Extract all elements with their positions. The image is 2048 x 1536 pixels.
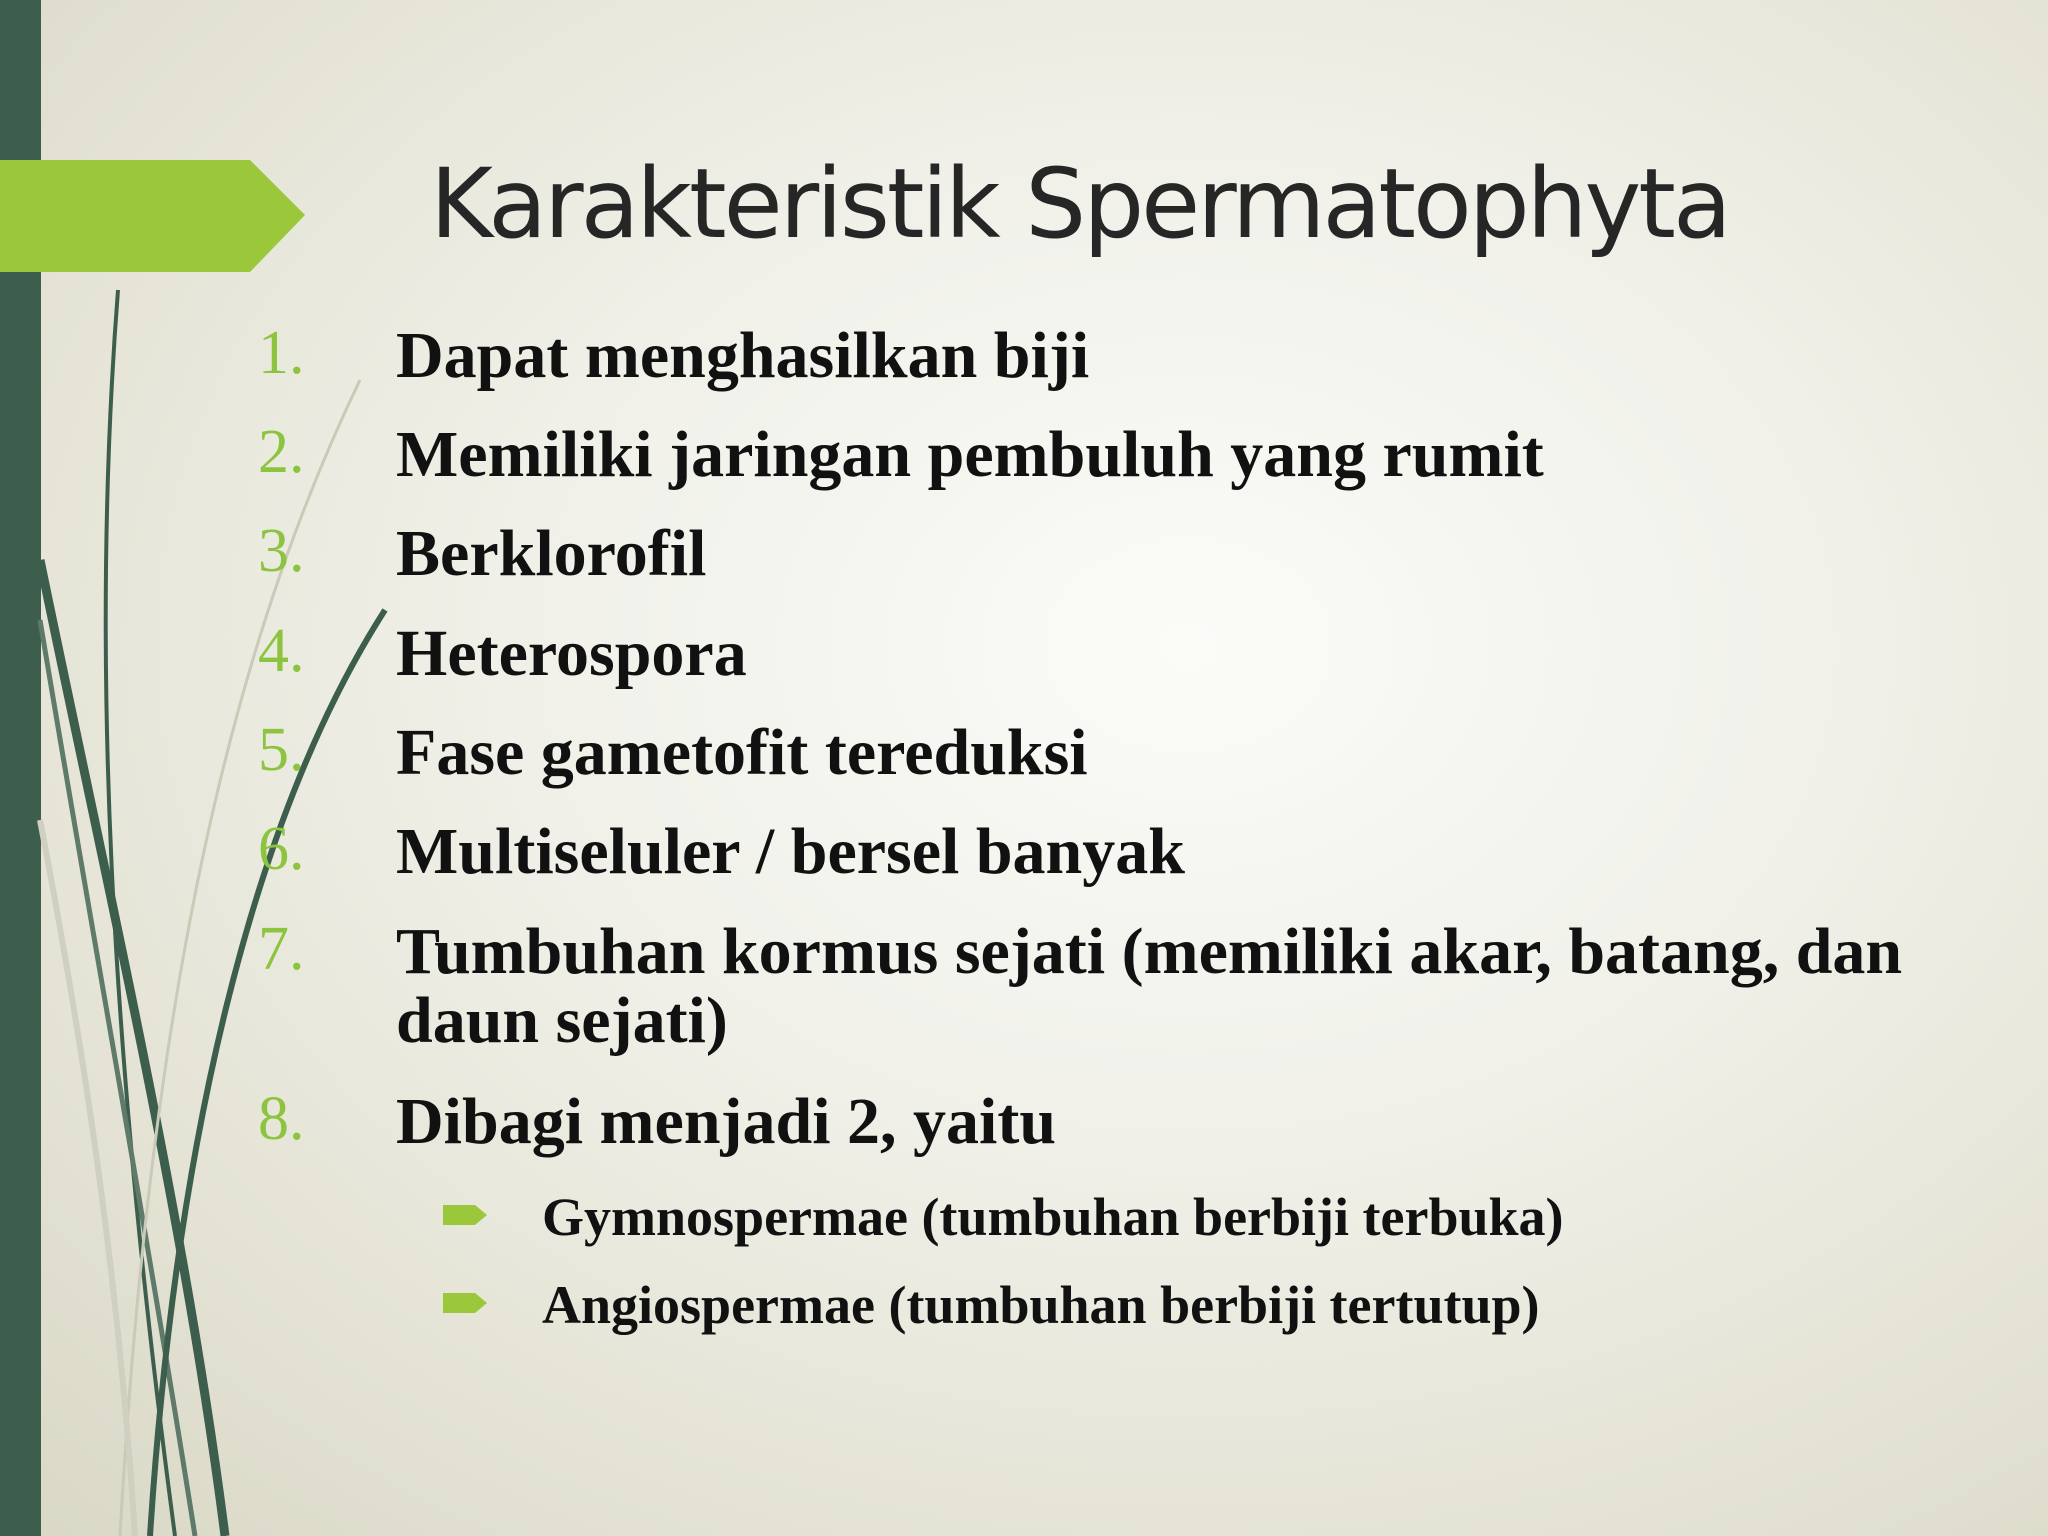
list-item-text: Berklorofil [396,517,707,590]
list-item-text: Fase gametofit tereduksi [396,716,1088,789]
list-item-text: Memiliki jaringan pembuluh yang rumit [396,418,1544,491]
sub-list-item-text: Angiospermae (tumbuhan berbiji tertutup) [542,1275,1540,1335]
list-item-number: 1. [258,319,305,387]
list-item-number: 4. [258,617,305,685]
list-item-text: Heterospora [396,617,747,690]
sub-list-item-text: Gymnospermae (tumbuhan berbiji terbuka) [542,1187,1564,1247]
list-item-text: Multiseluler / bersel banyak [396,815,1185,888]
list-item-number: 3. [258,517,305,585]
slide-title: Karakteristik Spermatophyta [430,148,1729,260]
green-arrow-bullet-icon [443,1202,489,1228]
list-item-number: 2. [258,418,305,486]
list-item-number: 6. [258,815,305,883]
list-item-text: Dapat menghasilkan biji [396,319,1090,392]
list-item-text: Dibagi menjadi 2, yaitu [396,1085,1057,1158]
list-item-text: Tumbuhan kormus sejati (memiliki akar, batang, dan daun sejati) [396,915,1903,1057]
list-item-number: 7. [258,915,305,983]
green-arrow-bullet-icon [443,1290,489,1316]
green-arrow-tab-icon [0,0,320,300]
list-item-number: 8. [258,1085,305,1153]
list-item-number: 5. [258,716,305,784]
